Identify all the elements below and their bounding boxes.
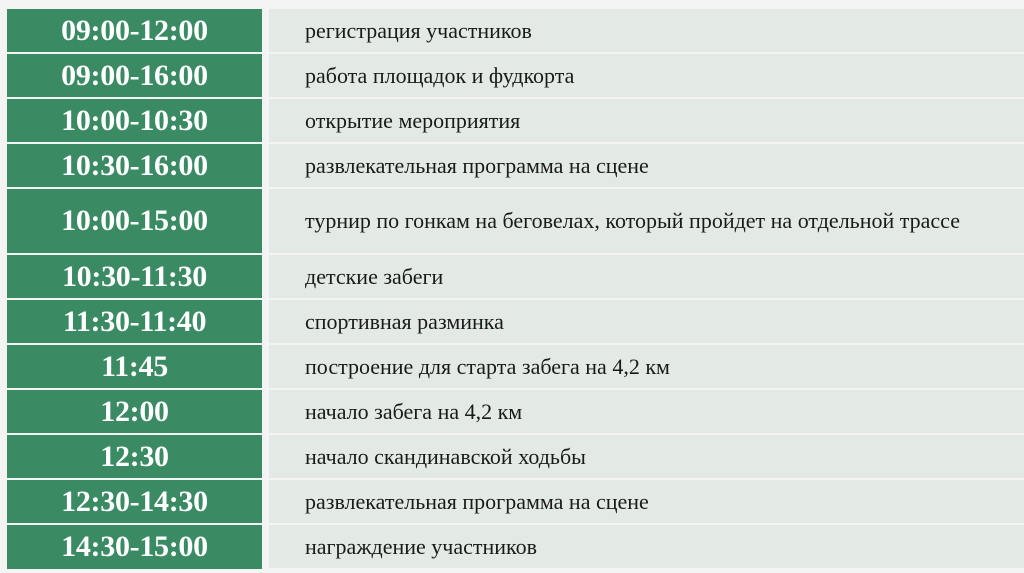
event-description: начало скандинавской ходьбы — [269, 435, 1024, 478]
event-description: регистрация участников — [269, 9, 1024, 52]
time-cell: 12:30-14:30 — [7, 480, 262, 523]
time-cell: 11:30-11:40 — [7, 300, 262, 343]
event-description: построение для старта забега на 4,2 км — [269, 345, 1024, 388]
time-cell: 10:30-11:30 — [7, 255, 262, 298]
bottom-divider — [7, 566, 262, 569]
time-cell: 10:30-16:00 — [7, 144, 262, 187]
time-cell: 10:00-10:30 — [7, 99, 262, 142]
time-cell: 09:00-16:00 — [7, 54, 262, 97]
event-description: работа площадок и фудкорта — [269, 54, 1024, 97]
time-cell: 11:45 — [7, 345, 262, 388]
event-description: открытие мероприятия — [269, 99, 1024, 142]
event-description: турнир по гонкам на беговелах, который пройдет на отдельной трассе — [269, 189, 1024, 253]
time-cell: 09:00-12:00 — [7, 9, 262, 52]
time-cell: 10:00-15:00 — [7, 189, 262, 253]
schedule-table — [7, 9, 1024, 567]
event-description: развлекательная программа на сцене — [269, 144, 1024, 187]
event-description: развлекательная программа на сцене — [269, 480, 1024, 523]
time-cell: 12:00 — [7, 390, 262, 433]
event-description: спортивная разминка — [269, 300, 1024, 343]
event-description: начало забега на 4,2 км — [269, 390, 1024, 433]
time-cell: 14:30-15:00 — [7, 525, 262, 568]
event-description: награждение участников — [269, 525, 1024, 568]
event-description: детские забеги — [269, 255, 1024, 298]
time-cell: 12:30 — [7, 435, 262, 478]
